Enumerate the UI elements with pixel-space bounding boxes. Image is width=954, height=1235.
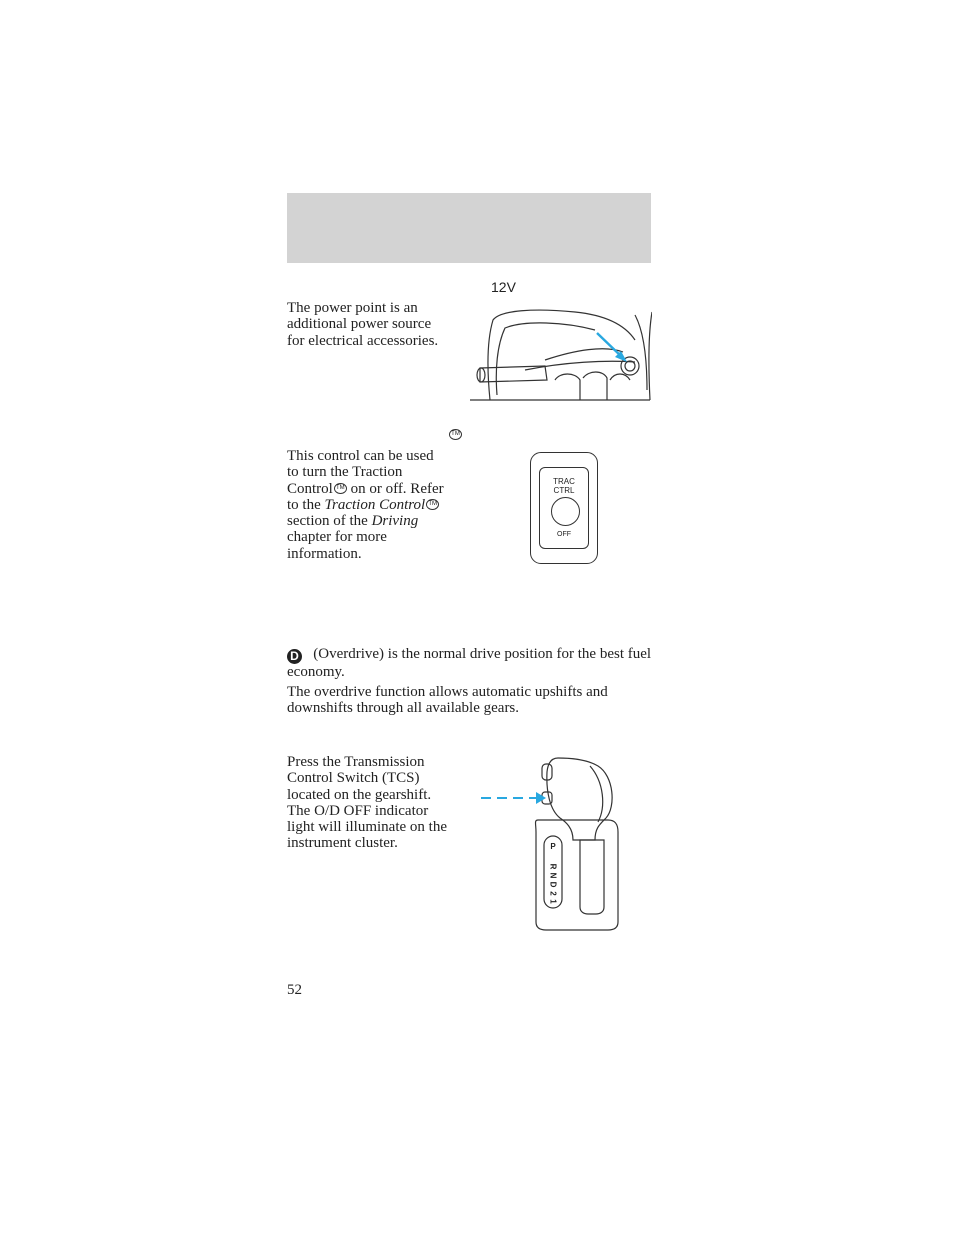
section-header-band xyxy=(287,193,651,263)
page-number: 52 xyxy=(287,982,302,998)
power-point-description: The power point is an additional power source for electrical accessories. xyxy=(287,300,439,349)
overdrive-function-text: The overdrive function allows automatic upshifts and downshifts through all available gears. xyxy=(287,684,608,717)
gear-n: N xyxy=(548,872,558,879)
trac-ctrl-switch-inner xyxy=(539,467,589,549)
gear-r: R xyxy=(548,863,558,870)
gear-p: P xyxy=(550,842,556,851)
gear-d: D xyxy=(548,881,558,888)
traction-description: This control can be used to turn the Traction Control TM on or off. Refer to the Traction Control TM section of the Driving chapter for more information. xyxy=(287,448,444,562)
overdrive-d-icon: D xyxy=(287,649,302,664)
overdrive-description: D (Overdrive) is the normal drive position for the best fuel economy. xyxy=(287,646,652,680)
power-point-illustration xyxy=(465,300,652,402)
trac-ctrl-switch-panel xyxy=(530,452,598,564)
gear-2: 2 xyxy=(548,891,558,896)
ctrl-label: CTRL xyxy=(553,486,575,495)
trac-label: TRAC xyxy=(553,477,575,486)
tcs-description: Press the Transmission Control Switch (TCS) located on the gearshift. The O/D OFF indicator light will illuminate on the instrument cluster. xyxy=(287,754,447,852)
off-label: OFF xyxy=(557,531,571,538)
gear-1: 1 xyxy=(548,899,558,904)
traction-heading-tm: TM xyxy=(448,426,462,444)
tm-mark: TM xyxy=(334,483,347,494)
power-point-figure-label: 12V xyxy=(491,279,516,295)
trac-ctrl-button[interactable] xyxy=(551,497,580,526)
tm-mark: TM xyxy=(426,499,439,510)
